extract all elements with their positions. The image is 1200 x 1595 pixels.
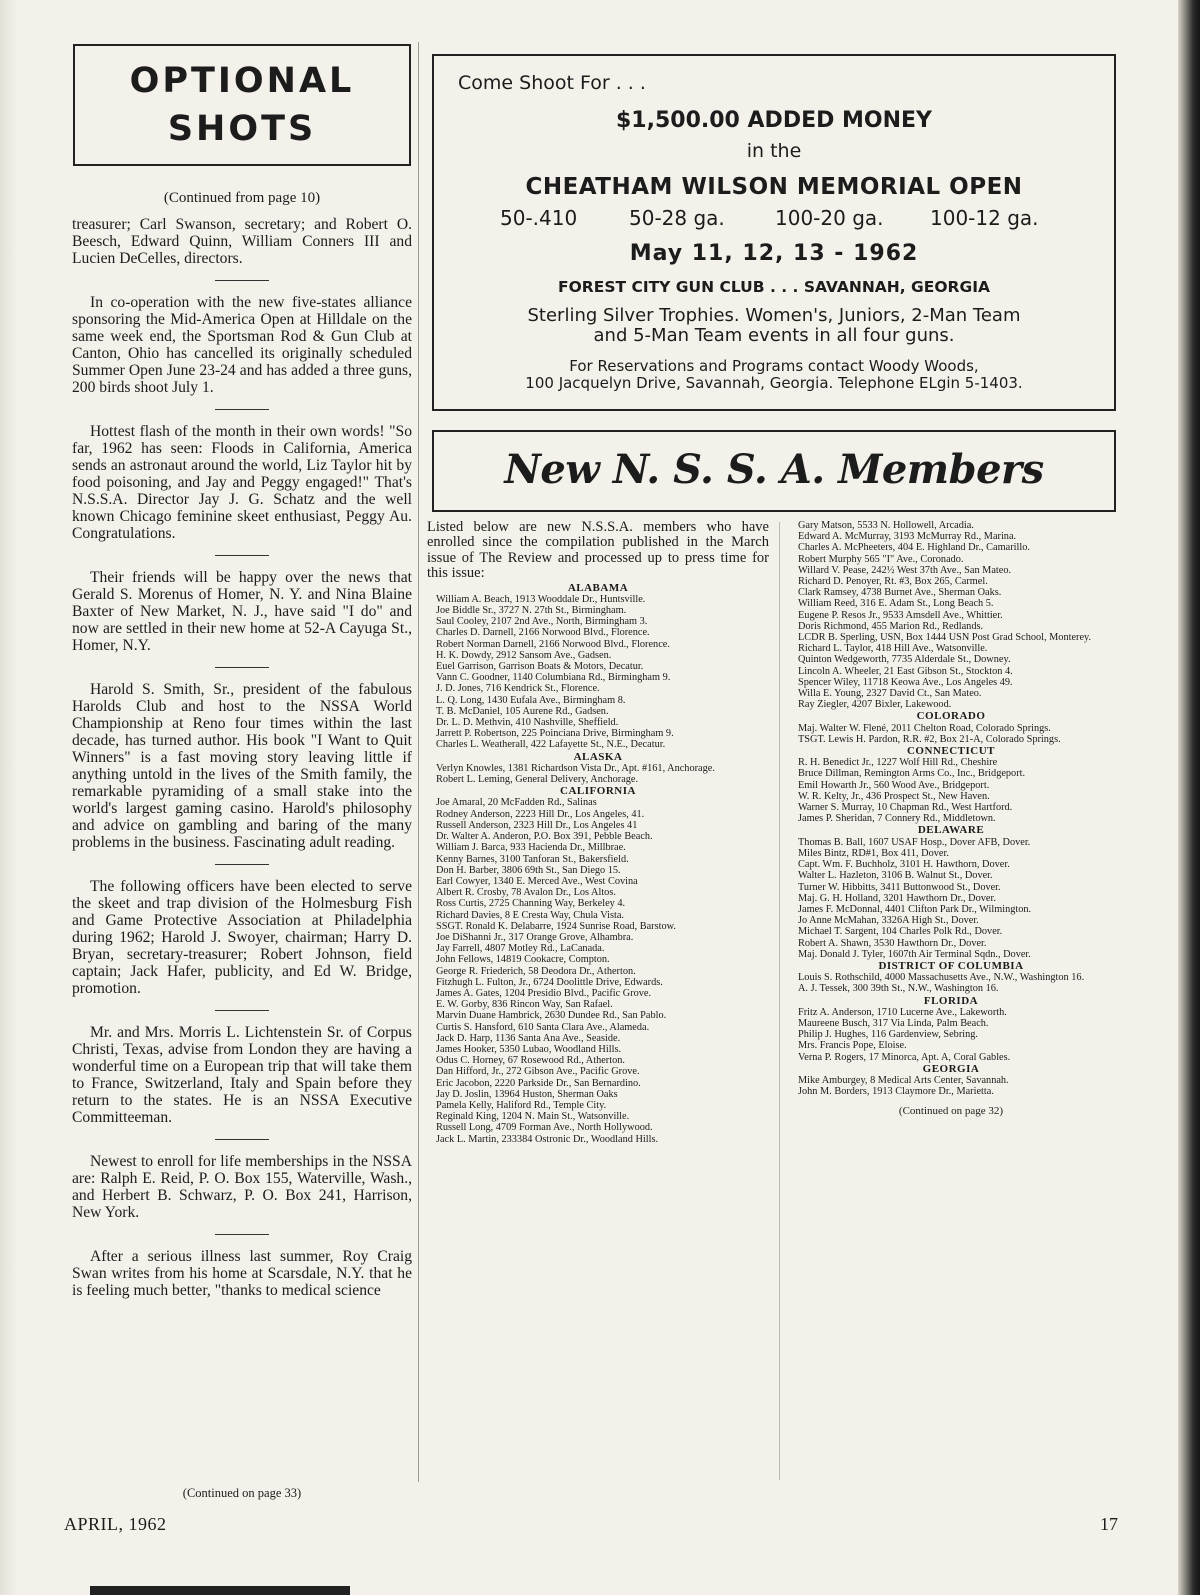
optional-shots-column — [72, 190, 412, 1299]
member-entry: Curtis S. Hansford, 610 Santa Clara Ave., Alameda. — [436, 1021, 650, 1033]
member-entry: Ross Curtis, 2725 Channing Way, Berkeley 4. — [436, 898, 626, 910]
ad-trophies-line: and 5-Man Team events in all four guns. — [593, 325, 955, 346]
members-column-2 — [789, 520, 1113, 1118]
ad-contact-line: 100 Jacquelyn Drive, Savannah, Georgia. Telephone ELgin 5-1403. — [525, 374, 1023, 392]
member-entry: Louis S. Rothschild, 4000 Massachusetts Ave., N.W., Washington 16. — [798, 972, 1085, 984]
state-heading: CONNECTICUT — [906, 745, 995, 758]
member-entry: Eugene P. Resos Jr., 9533 Amsdell Ave., Whittier. — [798, 609, 1003, 621]
member-entry: Jo Anne McMahan, 3326A High St., Dover. — [798, 915, 979, 927]
member-entry: Willard V. Pease, 242½ West 37th Ave., San Mateo. — [798, 564, 1012, 576]
members-continued-note: (Continued on page 32) — [898, 1105, 1004, 1118]
member-entry: H. K. Dowdy, 2912 Sansom Ave., Gadsen. — [436, 649, 612, 661]
article-paragraph: Mr. and Mrs. Morris L. Lichtenstein Sr. of Corpus Christi, Texas, advise from London they are having a wonderful time on a European trip that will take them to France, Switzerland, Italy and Spain before they return to the states. He is an NSSA Executive Committeeman. — [72, 1024, 412, 1126]
separator-rule — [215, 555, 269, 556]
continued-from-note: (Continued from page 10) — [163, 190, 321, 206]
state-heading: CALIFORNIA — [560, 785, 636, 798]
issue-date: APRIL, 1962 — [64, 1514, 167, 1534]
member-entry: John Fellows, 14819 Cookacre, Compton. — [436, 954, 610, 966]
ad-come-shoot: Come Shoot For . . . — [458, 72, 646, 94]
member-entry: Jarrett P. Robertson, 225 Poinciana Drive, Birmingham 9. — [436, 728, 674, 740]
member-entry: L. Q. Long, 1430 Eufala Ave., Birmingham 8. — [436, 694, 626, 706]
member-entry: Odus C. Horney, 67 Rosewood Rd., Atherton. — [436, 1055, 625, 1067]
optional-shots-header — [73, 44, 411, 166]
member-entry: Turner W. Hibbitts, 3411 Buttonwood St., Dover. — [798, 881, 1001, 893]
article-paragraph: treasurer; Carl Swanson, secretary; and Robert O. Beesch, Edward Quinn, William Conners III and Lucien DeCelles, directors. — [72, 216, 412, 267]
member-entry: William Reed, 316 E. Adam St., Long Beach 5. — [798, 598, 994, 610]
separator-rule — [215, 280, 269, 281]
member-entry: Earl Cowyer, 1340 E. Merced Ave., West Covina — [436, 875, 638, 887]
separator-rule — [215, 1234, 269, 1235]
new-members-header — [432, 430, 1116, 512]
member-entry: Fitzhugh L. Fulton, Jr., 6724 Doolittle Drive, Edwards. — [436, 976, 663, 988]
member-entry: A. J. Tessek, 300 39th St., N.W., Washington 16. — [798, 983, 999, 995]
separator-rule — [215, 667, 269, 668]
members-intro: Listed below are new N.S.S.A. members who have enrolled since the compilation published in the March issue of The Review and processed up to press time for this issue: — [427, 519, 769, 582]
member-entry: Euel Garrison, Garrison Boats & Motors, Decatur. — [436, 661, 644, 673]
member-entry: Richard L. Taylor, 418 Hill Ave., Watsonville. — [798, 643, 988, 655]
member-entry: James P. Sheridan, 7 Connery Rd., Middletown. — [798, 813, 996, 825]
member-entry: Maureene Busch, 317 Via Linda, Palm Beach. — [798, 1017, 989, 1029]
state-heading: ALASKA — [573, 750, 623, 763]
optional-shots-title-line1: OPTIONAL — [129, 61, 355, 101]
member-entry: Charles A. McPheeters, 404 E. Highland Dr., Camarillo. — [798, 542, 1030, 554]
member-entry: Doris Richmond, 455 Marion Rd., Redlands. — [798, 620, 984, 632]
state-heading: DISTRICT OF COLUMBIA — [878, 959, 1024, 972]
member-entry: James Hooker, 5350 Lubao, Woodland Hills. — [436, 1043, 622, 1055]
new-members-title: New N. S. S. A. Members — [504, 446, 1044, 493]
ad-gun-event: 100-12 ga. — [930, 206, 1039, 230]
member-entry: Robert Norman Darnell, 2166 Norwood Blvd., Florence. — [436, 638, 670, 650]
member-entry: Robert L. Leming, General Delivery, Anchorage. — [436, 774, 639, 786]
member-entry: Joe Amaral, 20 McFadden Rd., Salinas — [436, 797, 597, 809]
member-entry: Miles Bintz, RD#1, Box 411, Dover. — [798, 847, 949, 859]
ad-gun-event: 100-20 ga. — [775, 206, 884, 230]
member-entry: Jack L. Martin, 233384 Ostronic Dr., Woodland Hills. — [436, 1133, 659, 1145]
member-entry: Edward A. McMurray, 3193 McMurray Rd., Marina. — [798, 531, 1017, 543]
member-entry: Richard Davies, 8 E Cresta Way, Chula Vista. — [436, 909, 624, 921]
state-heading: ALABAMA — [567, 581, 629, 594]
members-column-divider — [779, 522, 780, 1480]
continued-on-note: (Continued on page 33) — [182, 1486, 302, 1500]
state-heading: FLORIDA — [923, 994, 979, 1007]
member-entry: Joe DiShanni Jr., 317 Orange Grove, Alhambra. — [436, 931, 634, 943]
member-entry: Russell Anderson, 2323 Hill Dr., Los Angeles 41 — [436, 819, 638, 831]
member-entry: Jay Farrell, 4807 Motley Rd., LaCanada. — [436, 943, 605, 955]
member-entry: Ray Ziegler, 4207 Bixler, Lakewood. — [798, 699, 952, 711]
member-entry: Fritz A. Anderson, 1710 Lucerne Ave., Lakeworth. — [798, 1006, 1007, 1018]
member-entry: LCDR B. Sperling, USN, Box 1444 USN Post Grad School, Monterey. — [798, 632, 1092, 644]
optional-shots-title-line2: SHOTS — [167, 109, 317, 149]
state-heading: DELAWARE — [917, 824, 985, 837]
ad-event-name: CHEATHAM WILSON MEMORIAL OPEN — [525, 174, 1023, 200]
member-entry: Lincoln A. Wheeler, 21 East Gibson St., Stockton 4. — [798, 665, 1013, 677]
member-entry: Warner S. Murray, 10 Chapman Rd., West Hartford. — [798, 802, 1013, 814]
scan-edge-left — [0, 0, 18, 1595]
member-entry: Marvin Duane Hambrick, 2630 Dundee Rd., San Pablo. — [436, 1010, 667, 1022]
member-entry: Emil Howarth Jr., 560 Wood Ave., Bridgeport. — [798, 779, 990, 791]
state-heading: COLORADO — [916, 710, 986, 723]
member-entry: Quinton Wedgeworth, 7735 Alderdale St., Downey. — [798, 654, 1011, 666]
member-entry: Philip J. Hughes, 116 Gardenview, Sebring. — [798, 1029, 978, 1041]
ad-trophies-line: Sterling Silver Trophies. Women's, Juniors, 2-Man Team — [527, 305, 1021, 326]
members-column-1 — [427, 520, 769, 1145]
member-entry: Vann C. Goodner, 1140 Columbiana Rd., Birmingham 9. — [436, 672, 671, 684]
member-entry: W. R. Kelty, Jr., 436 Prospect St., New Haven. — [798, 790, 990, 802]
member-entry: Jay D. Joslin, 13964 Huston, Sherman Oaks — [436, 1088, 618, 1100]
scan-bottom-mark — [90, 1586, 350, 1595]
ad-trophies — [434, 306, 1114, 346]
member-entry: Robert Murphy 565 "I" Ave., Coronado. — [798, 553, 964, 565]
member-entry: Albert R. Crosby, 78 Avalon Dr., Los Altos. — [436, 887, 616, 899]
member-entry: Charles L. Weatherall, 422 Lafayette St., N.E., Decatur. — [436, 739, 666, 751]
member-entry: Thomas B. Ball, 1607 USAF Hosp., Dover AFB, Dover. — [798, 836, 1031, 848]
column-divider — [418, 42, 419, 1482]
ad-in-the: in the — [746, 140, 802, 162]
ad-dates: May 11, 12, 13 - 1962 — [629, 241, 919, 266]
ad-added-money: $1,500.00 ADDED MONEY — [616, 108, 932, 133]
member-entry: Don H. Barber, 3806 69th St., San Diego 15. — [436, 864, 621, 876]
article-paragraph: Harold S. Smith, Sr., president of the fabulous Harolds Club and host to the NSSA World Championship at Reno four times within the last decade, has turned author. His book "I Want to Quit Winners" is a fast moving story leaving little if anything untold in the lives of the Smith family, the remarkable pyramiding of a small stake into the world's largest gaming casino. Harold's philosophy and advice on gambling and baring of the many problems in the business. Fascinating adult reading. — [72, 681, 412, 851]
member-entry: SSGT. Ronald K. Delabarre, 1924 Sunrise Road, Barstow. — [436, 920, 676, 932]
member-entry: T. B. McDaniel, 105 Aurene Rd., Gadsen. — [436, 705, 609, 717]
member-entry: Kenny Barnes, 3100 Tanforan St., Bakersfield. — [436, 853, 629, 865]
member-entry: TSGT. Lewis H. Pardon, R.R. #2, Box 21-A, Colorado Springs. — [798, 733, 1061, 745]
member-entry: E. W. Gorby, 836 Rincon Way, San Rafael. — [436, 999, 613, 1011]
ad-club: FOREST CITY GUN CLUB . . . SAVANNAH, GEORGIA — [558, 278, 990, 296]
separator-rule — [215, 1010, 269, 1011]
member-entry: Maj. Walter W. Flené, 2011 Chelton Road, Colorado Springs. — [798, 722, 1051, 734]
member-entry: Reginald King, 1204 N. Main St., Watsonville. — [436, 1111, 630, 1123]
article-paragraph: In co-operation with the new five-states alliance sponsoring the Mid-America Open at Hilldale on the same week end, the Sportsman Rod & Gun Club at Canton, Ohio has cancelled its originally scheduled Summer Open June 23-24 and has added a three guns, 200 birds shoot July 1. — [72, 294, 412, 396]
separator-rule — [215, 409, 269, 410]
member-entry: William A. Beach, 1913 Wooddale Dr., Huntsville. — [436, 593, 646, 605]
member-entry: Verlyn Knowles, 1381 Richardson Vista Dr., Apt. #161, Anchorage. — [436, 762, 715, 774]
member-entry: John M. Borders, 1913 Claymore Dr., Marietta. — [798, 1086, 994, 1098]
member-entry: Saul Cooley, 2107 2nd Ave., North, Birmingham 3. — [436, 616, 648, 628]
member-entry: William J. Barca, 933 Hacienda Dr., Millbrae. — [436, 842, 626, 854]
member-entry: Bruce Dillman, Remington Arms Co., Inc., Bridgeport. — [798, 768, 1026, 780]
member-entry: Verna P. Rogers, 17 Minorca, Apt. A, Coral Gables. — [798, 1051, 1011, 1063]
article-paragraph: After a serious illness last summer, Roy Craig Swan writes from his home at Scarsdale, N.Y. that he is feeling much better, "thanks to medical science — [72, 1248, 412, 1299]
member-entry: James A. Gates, 1204 Presidio Blvd., Pacific Grove. — [436, 987, 652, 999]
article-paragraph: The following officers have been elected to serve the skeet and trap division of the Holmesburg Fish and Game Protective Association at Philadelphia during 1962; Harold J. Swoyer, chairman; Harry D. Bryan, secretary-treasurer; Robert Johnson, field captain; Jack Hafer, publicity, and Ed W. Bridge, promotion. — [72, 878, 412, 997]
member-entry: J. D. Jones, 716 Kendrick St., Florence. — [436, 683, 600, 695]
member-entry: Maj. G. H. Holland, 3201 Hawthorn Dr., Dover. — [798, 892, 996, 904]
member-entry: Clark Ramsey, 4738 Burnet Ave., Sherman Oaks. — [798, 587, 1002, 599]
member-entry: George R. Friederich, 58 Deodora Dr., Atherton. — [436, 965, 636, 977]
state-heading: GEORGIA — [922, 1062, 980, 1075]
member-entry: Dr. Walter A. Anderon, P.O. Box 391, Pebble Beach. — [436, 831, 653, 843]
article-paragraph: Their friends will be happy over the news that Gerald S. Morenus of Homer, N. Y. and Nina Blaine Baxter of New Market, N. J., have said "I do" and now are settled in their new home at 52-A Cayuga St., Homer, N.Y. — [72, 569, 412, 654]
ad-contact-line: For Reservations and Programs contact Woody Woods, — [569, 357, 979, 375]
member-entry: Gary Matson, 5533 N. Hollowell, Arcadia. — [798, 520, 974, 531]
separator-rule — [215, 1139, 269, 1140]
member-entry: Spencer Wiley, 11718 Keowa Ave., Los Angeles 49. — [798, 676, 1013, 688]
ad-gun-event: 50-28 ga. — [629, 206, 725, 230]
member-entry: Willa E. Young, 2327 David Ct., San Mateo. — [798, 688, 982, 700]
member-entry: Charles D. Darnell, 2166 Norwood Blvd., Florence. — [436, 627, 650, 639]
member-entry: Robert A. Shawn, 3530 Hawthorn Dr., Dover. — [798, 937, 987, 949]
member-entry: James F. McDonnal, 4401 Clifton Park Dr., Wilmington. — [798, 903, 1032, 915]
separator-rule — [215, 864, 269, 865]
article-paragraph: Hottest flash of the month in their own words! "So far, 1962 has seen: Floods in California, America sends an astronaut around the world, Liz Taylor hit by food poisoning, and Jay and Peggy engaged!" That's N.S.S.A. Director Jay J. G. Schatz and the well known Chicago feminine skeet enthusiast, Peggy Au. Congratulations. — [72, 423, 412, 542]
member-entry: R. H. Benedict Jr., 1227 Wolf Hill Rd., Cheshire — [798, 757, 998, 769]
member-entry: Michael T. Sargent, 104 Charles Polk Rd., Dover. — [798, 926, 1003, 938]
member-entry: Pamela Kelly, Haliford Rd., Temple City. — [436, 1099, 607, 1111]
member-entry: Jack D. Harp, 1136 Santa Ana Ave., Seaside. — [436, 1032, 621, 1044]
ad-contact — [434, 358, 1114, 392]
member-entry: Richard D. Penoyer, Rt. #3, Box 265, Carmel. — [798, 576, 988, 588]
scan-edge-right — [1178, 0, 1200, 1595]
member-entry: Russell Long, 4709 Forman Ave., North Hollywood. — [436, 1122, 653, 1134]
member-entry: Dan Hifford, Jr., 272 Gibson Ave., Pacific Grove. — [436, 1066, 640, 1078]
page-number: 17 — [1100, 1514, 1118, 1534]
member-entry: Rodney Anderson, 2223 Hill Dr., Los Angeles, 41. — [436, 808, 645, 820]
member-entry: Mrs. Francis Pope, Eloise. — [798, 1040, 907, 1052]
ad-gun-event: 50-.410 — [500, 206, 578, 230]
member-entry: Mike Amburgey, 8 Medical Arts Center, Savannah. — [798, 1074, 1009, 1086]
member-entry: Capt. Wm. F. Buchholz, 3101 H. Hawthorn, Dover. — [798, 859, 1010, 871]
memorial-open-advertisement — [432, 54, 1116, 411]
member-entry: Walter L. Hazleton, 3106 B. Walnut St., Dover. — [798, 870, 993, 882]
member-entry: Dr. L. D. Methvin, 410 Nashville, Sheffield. — [436, 717, 619, 729]
member-entry: Joe Biddle Sr., 3727 N. 27th St., Birmingham. — [436, 605, 627, 617]
article-paragraph: Newest to enroll for life memberships in the NSSA are: Ralph E. Reid, P. O. Box 155, Waterville, Wash., and Herbert B. Schwarz, P. O. Box 241, Harrison, New York. — [72, 1153, 412, 1221]
member-entry: Maj. Donald J. Tyler, 1607th Air Terminal Sqdn., Dover. — [798, 948, 1031, 960]
member-entry: Eric Jacobon, 2220 Parkside Dr., San Bernardino. — [436, 1077, 641, 1089]
